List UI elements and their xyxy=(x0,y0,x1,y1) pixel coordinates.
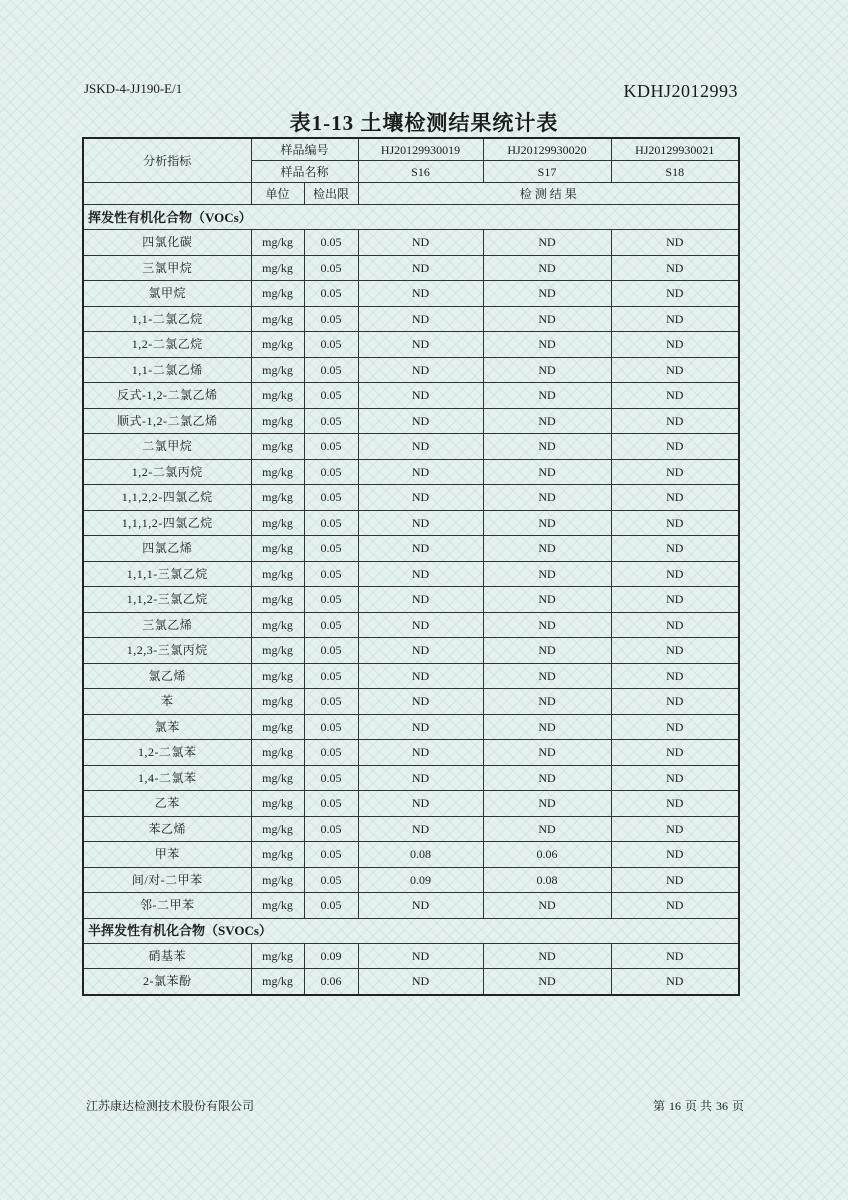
unit-cell: mg/kg xyxy=(251,230,304,256)
compound-name: 2-氯苯酚 xyxy=(83,969,251,995)
detection-limit-cell: 0.05 xyxy=(304,740,358,766)
detection-limit-cell: 0.05 xyxy=(304,434,358,460)
result-cell: ND xyxy=(358,510,483,536)
table-row xyxy=(83,281,739,307)
table-row xyxy=(83,357,739,383)
table-row xyxy=(83,510,739,536)
result-cell: ND xyxy=(611,689,739,715)
table-row xyxy=(83,867,739,893)
compound-name: 1,1,2,2-四氯乙烷 xyxy=(83,485,251,511)
result-cell: ND xyxy=(611,816,739,842)
result-cell: ND xyxy=(358,689,483,715)
table-row xyxy=(83,663,739,689)
compound-name: 苯 xyxy=(83,689,251,715)
table-row xyxy=(83,306,739,332)
unit-cell: mg/kg xyxy=(251,485,304,511)
detection-limit-cell: 0.05 xyxy=(304,842,358,868)
result-cell: ND xyxy=(611,740,739,766)
result-cell: ND xyxy=(611,663,739,689)
unit-cell: mg/kg xyxy=(251,587,304,613)
unit-cell: mg/kg xyxy=(251,689,304,715)
result-cell: ND xyxy=(358,638,483,664)
table-row xyxy=(83,485,739,511)
unit-cell: mg/kg xyxy=(251,434,304,460)
detection-limit-cell: 0.05 xyxy=(304,714,358,740)
table-row xyxy=(83,638,739,664)
result-cell: ND xyxy=(611,893,739,919)
compound-name: 苯乙烯 xyxy=(83,816,251,842)
unit-cell: mg/kg xyxy=(251,281,304,307)
unit-cell: mg/kg xyxy=(251,357,304,383)
document-code: JSKD-4-JJ190-E/1 xyxy=(84,81,183,96)
result-cell: ND xyxy=(358,969,483,995)
detection-limit-cell: 0.05 xyxy=(304,638,358,664)
result-cell: ND xyxy=(358,536,483,562)
result-cell: ND xyxy=(483,714,611,740)
page-prefix: 第 xyxy=(652,1099,665,1113)
table-row xyxy=(83,842,739,868)
result-cell: ND xyxy=(358,816,483,842)
compound-name: 氯乙烯 xyxy=(83,663,251,689)
compound-name: 1,2-二氯乙烷 xyxy=(83,332,251,358)
sample-id-cell: HJ20129930019 xyxy=(358,138,483,161)
result-cell: ND xyxy=(483,459,611,485)
result-cell: ND xyxy=(358,434,483,460)
result-cell: ND xyxy=(483,765,611,791)
result-cell: ND xyxy=(483,816,611,842)
result-cell: ND xyxy=(358,663,483,689)
table-row xyxy=(83,408,739,434)
detection-limit-cell: 0.05 xyxy=(304,332,358,358)
result-cell: ND xyxy=(358,255,483,281)
compound-name: 邻-二甲苯 xyxy=(83,893,251,919)
header-row-units xyxy=(83,183,739,205)
result-cell: ND xyxy=(358,281,483,307)
table-row xyxy=(83,893,739,919)
table-row xyxy=(83,230,739,256)
detection-limit-cell: 0.05 xyxy=(304,816,358,842)
compound-name: 硝基苯 xyxy=(83,943,251,969)
unit-cell: mg/kg xyxy=(251,408,304,434)
compound-name: 1,1,2-三氯乙烷 xyxy=(83,587,251,613)
analysis-indicator-header: 分析指标 xyxy=(83,138,251,183)
detection-limit-cell: 0.05 xyxy=(304,612,358,638)
table-row xyxy=(83,459,739,485)
unit-cell: mg/kg xyxy=(251,943,304,969)
section-title: 半挥发性有机化合物（SVOCs） xyxy=(83,918,739,943)
table-title: 表1-13 土壤检测结果统计表 xyxy=(289,111,559,135)
detection-limit-cell: 0.05 xyxy=(304,867,358,893)
result-cell: ND xyxy=(611,867,739,893)
result-cell: 0.09 xyxy=(358,867,483,893)
detection-limit-cell: 0.05 xyxy=(304,561,358,587)
result-cell: ND xyxy=(483,485,611,511)
table-row xyxy=(83,587,739,613)
detection-limit-cell: 0.06 xyxy=(304,969,358,995)
compound-name: 1,2-二氯丙烷 xyxy=(83,459,251,485)
result-cell: ND xyxy=(358,893,483,919)
compound-name: 三氯甲烷 xyxy=(83,255,251,281)
table-row xyxy=(83,791,739,817)
detection-limit-cell: 0.05 xyxy=(304,459,358,485)
unit-cell: mg/kg xyxy=(251,510,304,536)
compound-name: 二氯甲烷 xyxy=(83,434,251,460)
sample-name-label: 样品名称 xyxy=(251,161,358,183)
section-title: 挥发性有机化合物（VOCs） xyxy=(83,205,739,230)
detection-limit-cell: 0.05 xyxy=(304,357,358,383)
result-cell: ND xyxy=(483,357,611,383)
result-cell: ND xyxy=(358,587,483,613)
unit-cell: mg/kg xyxy=(251,459,304,485)
unit-cell: mg/kg xyxy=(251,663,304,689)
result-cell: ND xyxy=(483,306,611,332)
result-cell: ND xyxy=(358,740,483,766)
result-cell: ND xyxy=(358,357,483,383)
result-cell: ND xyxy=(483,689,611,715)
detection-limit-label: 检出限 xyxy=(304,183,358,205)
page-middle: 页 共 xyxy=(684,1099,712,1113)
result-cell: ND xyxy=(483,332,611,358)
result-cell: ND xyxy=(611,434,739,460)
compound-name: 三氯乙烯 xyxy=(83,612,251,638)
sample-name-cell: S16 xyxy=(358,161,483,183)
compound-name: 1,2-二氯苯 xyxy=(83,740,251,766)
page-number: 16 xyxy=(668,1099,681,1113)
compound-name: 1,1-二氯乙烷 xyxy=(83,306,251,332)
compound-name: 乙苯 xyxy=(83,791,251,817)
compound-name: 1,1,1-三氯乙烷 xyxy=(83,561,251,587)
unit-cell: mg/kg xyxy=(251,714,304,740)
detection-limit-cell: 0.05 xyxy=(304,689,358,715)
unit-cell: mg/kg xyxy=(251,536,304,562)
unit-cell: mg/kg xyxy=(251,612,304,638)
unit-cell: mg/kg xyxy=(251,765,304,791)
result-cell: ND xyxy=(483,408,611,434)
table-row xyxy=(83,383,739,409)
result-cell: ND xyxy=(358,612,483,638)
page-suffix: 页 xyxy=(731,1099,744,1113)
result-cell: ND xyxy=(611,281,739,307)
table-row xyxy=(83,765,739,791)
unit-cell: mg/kg xyxy=(251,893,304,919)
result-cell: ND xyxy=(358,459,483,485)
header-blank-cell xyxy=(83,183,251,205)
table-row xyxy=(83,561,739,587)
result-cell: ND xyxy=(358,943,483,969)
result-cell: ND xyxy=(358,714,483,740)
section-header-row xyxy=(83,205,739,230)
result-cell: ND xyxy=(483,434,611,460)
compound-name: 顺式-1,2-二氯乙烯 xyxy=(83,408,251,434)
result-cell: ND xyxy=(358,561,483,587)
result-cell: ND xyxy=(611,332,739,358)
result-cell: ND xyxy=(611,383,739,409)
detection-limit-cell: 0.05 xyxy=(304,485,358,511)
table-row xyxy=(83,612,739,638)
results-table xyxy=(82,137,740,996)
result-cell: ND xyxy=(358,791,483,817)
compound-name: 1,4-二氯苯 xyxy=(83,765,251,791)
result-cell: ND xyxy=(358,485,483,511)
result-cell: 0.06 xyxy=(483,842,611,868)
result-cell: ND xyxy=(611,561,739,587)
sample-name-cell: S18 xyxy=(611,161,739,183)
result-cell: ND xyxy=(358,765,483,791)
unit-label: 单位 xyxy=(251,183,304,205)
detection-limit-cell: 0.05 xyxy=(304,510,358,536)
result-cell: ND xyxy=(611,408,739,434)
result-cell: ND xyxy=(358,332,483,358)
detection-limit-cell: 0.05 xyxy=(304,281,358,307)
detection-limit-cell: 0.05 xyxy=(304,663,358,689)
result-cell: ND xyxy=(611,714,739,740)
result-cell: ND xyxy=(483,612,611,638)
detection-limit-cell: 0.05 xyxy=(304,587,358,613)
results-table-body xyxy=(83,138,739,995)
result-cell: ND xyxy=(611,306,739,332)
result-cell: ND xyxy=(483,663,611,689)
detection-limit-cell: 0.05 xyxy=(304,306,358,332)
result-cell: ND xyxy=(611,230,739,256)
table-row xyxy=(83,536,739,562)
result-cell: ND xyxy=(611,459,739,485)
result-cell: ND xyxy=(358,383,483,409)
result-cell: ND xyxy=(483,255,611,281)
sample-id-cell: HJ20129930020 xyxy=(483,138,611,161)
table-row xyxy=(83,969,739,995)
page-indicator xyxy=(651,1097,746,1114)
unit-cell: mg/kg xyxy=(251,561,304,587)
page-total: 36 xyxy=(715,1099,728,1113)
detection-limit-cell: 0.09 xyxy=(304,943,358,969)
sample-id-label: 样品编号 xyxy=(251,138,358,161)
compound-name: 1,2,3-三氯丙烷 xyxy=(83,638,251,664)
result-cell: ND xyxy=(358,230,483,256)
detection-limit-cell: 0.05 xyxy=(304,893,358,919)
section-header-row xyxy=(83,918,739,943)
compound-name: 反式-1,2-二氯乙烯 xyxy=(83,383,251,409)
unit-cell: mg/kg xyxy=(251,255,304,281)
result-cell: ND xyxy=(483,536,611,562)
compound-name: 甲苯 xyxy=(83,842,251,868)
result-cell: ND xyxy=(483,587,611,613)
unit-cell: mg/kg xyxy=(251,383,304,409)
unit-cell: mg/kg xyxy=(251,332,304,358)
compound-name: 1,1,1,2-四氯乙烷 xyxy=(83,510,251,536)
result-cell: ND xyxy=(483,561,611,587)
header-row-sample-id xyxy=(83,138,739,161)
table-row xyxy=(83,943,739,969)
result-cell: ND xyxy=(611,765,739,791)
detection-limit-cell: 0.05 xyxy=(304,765,358,791)
unit-cell: mg/kg xyxy=(251,842,304,868)
compound-name: 1,1-二氯乙烯 xyxy=(83,357,251,383)
result-cell: ND xyxy=(483,969,611,995)
compound-name: 间/对-二甲苯 xyxy=(83,867,251,893)
detection-limit-cell: 0.05 xyxy=(304,408,358,434)
result-cell: ND xyxy=(483,893,611,919)
table-row xyxy=(83,740,739,766)
compound-name: 四氯乙烯 xyxy=(83,536,251,562)
result-cell: 0.08 xyxy=(483,867,611,893)
result-cell: ND xyxy=(611,943,739,969)
result-cell: ND xyxy=(483,791,611,817)
unit-cell: mg/kg xyxy=(251,867,304,893)
unit-cell: mg/kg xyxy=(251,969,304,995)
result-cell: ND xyxy=(611,255,739,281)
detection-limit-cell: 0.05 xyxy=(304,536,358,562)
table-row xyxy=(83,714,739,740)
detection-limit-cell: 0.05 xyxy=(304,791,358,817)
result-cell: ND xyxy=(611,357,739,383)
result-cell: ND xyxy=(483,281,611,307)
unit-cell: mg/kg xyxy=(251,816,304,842)
result-cell: ND xyxy=(611,510,739,536)
company-name: 江苏康达检测技术股份有限公司 xyxy=(86,1099,255,1113)
unit-cell: mg/kg xyxy=(251,638,304,664)
result-cell: ND xyxy=(483,510,611,536)
unit-cell: mg/kg xyxy=(251,306,304,332)
table-row xyxy=(83,255,739,281)
result-cell: ND xyxy=(611,612,739,638)
result-cell: 0.08 xyxy=(358,842,483,868)
result-cell: ND xyxy=(483,230,611,256)
result-cell: ND xyxy=(611,536,739,562)
result-cell: ND xyxy=(483,383,611,409)
result-cell: ND xyxy=(358,408,483,434)
detection-limit-cell: 0.05 xyxy=(304,383,358,409)
detection-limit-cell: 0.05 xyxy=(304,255,358,281)
result-label: 检 测 结 果 xyxy=(358,183,739,205)
result-cell: ND xyxy=(611,485,739,511)
unit-cell: mg/kg xyxy=(251,740,304,766)
result-cell: ND xyxy=(358,306,483,332)
result-cell: ND xyxy=(611,969,739,995)
report-number: KDHJ2012993 xyxy=(623,81,738,101)
sample-name-cell: S17 xyxy=(483,161,611,183)
sample-id-cell: HJ20129930021 xyxy=(611,138,739,161)
table-row xyxy=(83,816,739,842)
compound-name: 四氯化碳 xyxy=(83,230,251,256)
result-cell: ND xyxy=(483,638,611,664)
table-row xyxy=(83,332,739,358)
compound-name: 氯甲烷 xyxy=(83,281,251,307)
result-cell: ND xyxy=(611,791,739,817)
result-cell: ND xyxy=(611,638,739,664)
result-cell: ND xyxy=(611,842,739,868)
result-cell: ND xyxy=(483,943,611,969)
detection-limit-cell: 0.05 xyxy=(304,230,358,256)
compound-name: 氯苯 xyxy=(83,714,251,740)
result-cell: ND xyxy=(483,740,611,766)
table-row xyxy=(83,434,739,460)
result-cell: ND xyxy=(611,587,739,613)
unit-cell: mg/kg xyxy=(251,791,304,817)
table-row xyxy=(83,689,739,715)
